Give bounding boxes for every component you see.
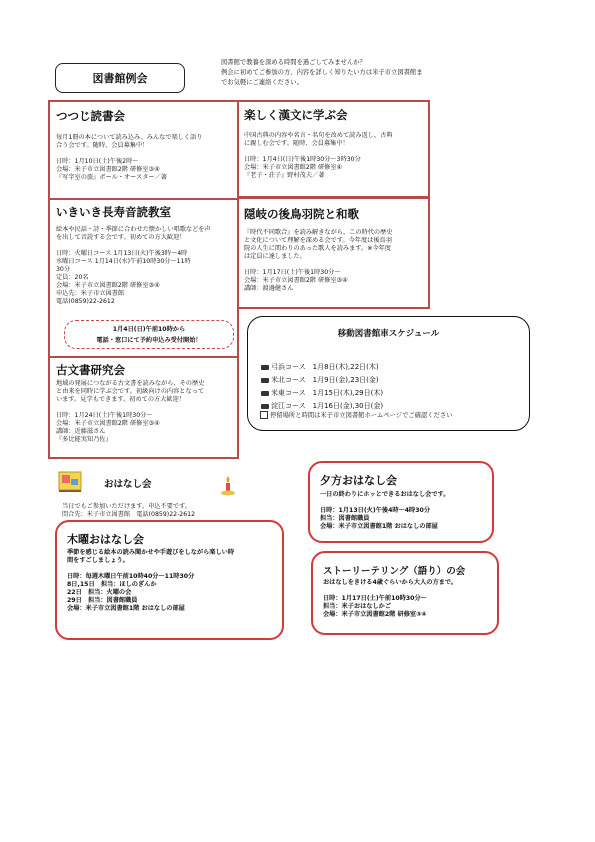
desc-line: おはなしをきける4歳ぐらいから大人の方まで。 bbox=[323, 579, 458, 586]
desc-line: 地域の発展につながる古文書を読みながら、その歴史 bbox=[56, 380, 205, 387]
section-body bbox=[67, 549, 234, 613]
section-body bbox=[244, 229, 393, 293]
section-title: 夕方おはなし会 bbox=[320, 474, 397, 487]
section-title: いきいき長寿音読教室 bbox=[56, 205, 171, 219]
desc-line: 中国古典の内容や名言・名句を改めて読み返し、古典 bbox=[244, 132, 393, 139]
venue-text: 会場：米子市立図書館2階 研修室③④ bbox=[56, 420, 160, 427]
route-text: 米東コース 1月15日(木),29日(木) bbox=[271, 389, 384, 397]
section-title: つつじ読書会 bbox=[56, 109, 125, 123]
book-text: 『多比能実知乃佐』 bbox=[56, 436, 112, 443]
date-text: 日時：1月10日(土)午後2時～ bbox=[56, 158, 139, 165]
desc-line: 間をすごしましょう。 bbox=[67, 557, 129, 564]
date-text: 日時：1月17日(土)午後1時30分～ bbox=[244, 269, 341, 276]
route-text: 米北コース 1月9日(金),23日(金) bbox=[271, 376, 379, 384]
intro-line: でお気軽にご連絡ください。 bbox=[221, 79, 303, 86]
desc-line: 院の人生に関わりのあった歌人を読みます。※今年度 bbox=[244, 245, 391, 252]
venue-text: 会場：米子市立図書館2階 研修室③④ bbox=[56, 166, 160, 173]
candle-icon bbox=[220, 475, 236, 497]
capacity-text: 定員：20名 bbox=[56, 274, 89, 281]
date-text: 日時：毎週木曜日午前10時40分～11時30分 bbox=[67, 573, 195, 580]
komonjo-section bbox=[48, 356, 239, 459]
ohanashi-title: おはなし会 bbox=[104, 479, 152, 490]
bus-icon bbox=[261, 391, 269, 396]
bus-icon bbox=[261, 378, 269, 383]
lecturer-text: 講師：近藤滋さん bbox=[56, 428, 106, 435]
venue-text: 会場：米子市立図書館1階 おはなしの部屋 bbox=[320, 523, 438, 530]
desc-line: と由来を同時に学ぶ会です。初級向けの内容となって bbox=[56, 388, 205, 395]
desc-line: を出して音読する会です。初めての方大歓迎！ bbox=[56, 234, 186, 241]
reserve-line: 電話・窓口にて予約申込み受付開始！ bbox=[96, 337, 202, 344]
mobile-library-schedule bbox=[247, 316, 530, 431]
section-body bbox=[323, 579, 457, 619]
section-title: 楽しく漢文に学ぶ会 bbox=[244, 108, 348, 122]
book-text: 『老子・荘子』野村茂夫／著 bbox=[244, 172, 325, 179]
desc-line: 季節を感じる絵本の読み聞かせや手遊びをしながら楽しい時 bbox=[67, 549, 235, 556]
apply-text: 申込先：米子市立図書館 bbox=[56, 290, 125, 297]
section-title: ストーリーテリング（語り）の会 bbox=[323, 566, 466, 577]
note-text: 停留場所と時間は米子市立図書館ホームページでご確認ください bbox=[270, 412, 453, 419]
kanbun-section bbox=[237, 100, 430, 198]
yugata-section bbox=[308, 461, 494, 543]
desc-line: に親しむ会です。随時、会員募集中！ bbox=[244, 140, 349, 147]
reserve-line: 1月4日(日)午前10時から bbox=[112, 326, 186, 333]
desc-line: 毎月1冊の本について読み込み、みんなで楽しく語り bbox=[56, 134, 203, 141]
ohanashi-info bbox=[62, 503, 195, 519]
desc-line: は定員に達しました。 bbox=[244, 253, 306, 260]
lecturer-text: 講師：渡邊健さん bbox=[244, 285, 294, 292]
tanto-text: 担当：図書館職員 bbox=[320, 515, 370, 522]
date-text: 日時：火曜日コース 1月13日(火)午後3時～4時 bbox=[56, 250, 188, 257]
date-text: 日時：1月17日(土)午前10時30分～ bbox=[323, 595, 427, 602]
mokuyo-section bbox=[55, 520, 284, 640]
date-text: 日時：1月4日(日)午後1時30分～3時30分 bbox=[244, 156, 361, 163]
venue-text: 会場：米子市立図書館2階 研修室③④ bbox=[56, 282, 160, 289]
route-text: 弓浜コース 1月8日(木),22日(木) bbox=[271, 363, 379, 371]
desc-line: 合う会です。随時、会員募集中！ bbox=[56, 142, 149, 149]
book-text: 『写字室の旅』ポール・オースター／著 bbox=[56, 174, 167, 181]
venue-text: 会場：米子市立図書館2階 研修室③④ bbox=[244, 277, 348, 284]
intro-line: 図書館で教養を深める時間を過ごしてみませんか？ bbox=[221, 59, 366, 66]
schedule-row: 8日,15日 担当：ほしのぎんか bbox=[67, 581, 157, 588]
schedule-row: 29日 担当：図書館職員 bbox=[67, 597, 138, 604]
desc-line: 絵本や民話・詩・季節に合わせた懐かしい唱歌などを声 bbox=[56, 226, 211, 233]
info-line: 当日でもご参加いただけます。申込不要です。 bbox=[62, 503, 191, 510]
route-item bbox=[261, 362, 379, 372]
venue-text: 会場：米子市立図書館1階 おはなしの部屋 bbox=[67, 605, 185, 612]
bus-icon bbox=[261, 404, 269, 409]
bus-stop-icon bbox=[260, 411, 268, 419]
desc-line: と文化について理解を深める会です。今年度は後鳥羽 bbox=[244, 237, 392, 244]
section-body bbox=[320, 491, 449, 531]
picture-book-icon bbox=[58, 470, 84, 494]
tanto-text: 担当：米子おはなしかご bbox=[323, 603, 392, 610]
phone-text: 電話(0859)22-2612 bbox=[56, 298, 115, 305]
bus-icon bbox=[261, 365, 269, 370]
date-text: 30分 bbox=[56, 266, 71, 273]
section-title: 隠岐の後鳥羽院と和歌 bbox=[244, 207, 359, 221]
desc-line: います。見学もできます。初めての方大歓迎！ bbox=[56, 396, 185, 403]
reservation-notice bbox=[64, 320, 234, 349]
venue-text: 会場：米子市立図書館2階 研修室③④ bbox=[323, 611, 427, 618]
info-line: 問合先：米子市立図書館 電話(0859)22-2612 bbox=[62, 511, 196, 518]
section-body bbox=[56, 134, 203, 182]
venue-text: 会場：米子市立図書館2階 研修室④ bbox=[244, 164, 343, 171]
date-text: 水曜日コース 1月14日(水)午前10時30分～11時 bbox=[56, 258, 191, 265]
section-title: 木曜おはなし会 bbox=[67, 533, 144, 546]
route-item bbox=[261, 388, 383, 398]
oki-section bbox=[237, 197, 430, 309]
intro-line: 例会に初めてご参加の方、内容を詳しく知りたい方は米子市立図書館ま bbox=[221, 69, 423, 76]
date-text: 日時：1月24日(土)午後1時30分～ bbox=[56, 412, 153, 419]
page-title: 図書館例会 bbox=[55, 63, 185, 93]
desc-line: 『時代不同歌合』を読み解きながら、この時代の歴史 bbox=[244, 229, 393, 236]
schedule-row: 22日 担当：火曜の会 bbox=[67, 589, 132, 596]
schedule-note bbox=[260, 410, 452, 419]
section-title: 古文書研究会 bbox=[56, 363, 125, 377]
section-body bbox=[244, 132, 393, 180]
intro-text bbox=[221, 58, 423, 88]
tsutsuji-section bbox=[48, 100, 239, 200]
section-body bbox=[56, 226, 211, 306]
desc-line: 一日の終わりにホッとできるおはなし会です。 bbox=[320, 491, 450, 498]
schedule-title: 移動図書館車スケジュール bbox=[337, 329, 440, 339]
storytelling-section bbox=[311, 551, 499, 635]
route-item bbox=[261, 375, 379, 385]
date-text: 日時：1月13日(火)午後4時～4時30分 bbox=[320, 507, 431, 514]
section-body bbox=[56, 380, 204, 444]
route-text: 淀江コース 1月16日(金),30日(金) bbox=[271, 402, 384, 410]
